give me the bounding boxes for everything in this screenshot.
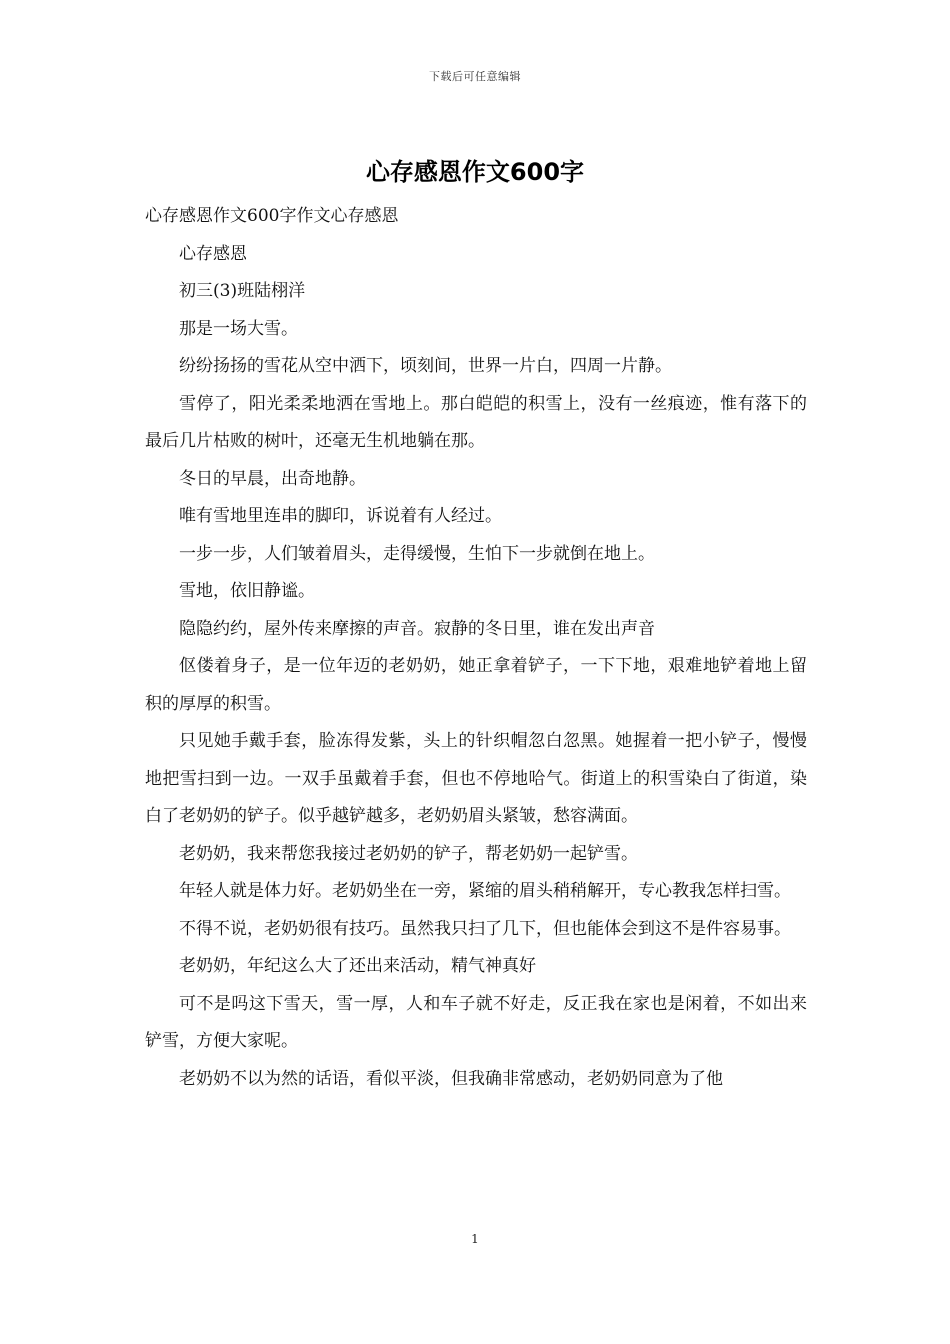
paragraph: 只见她手戴手套，脸冻得发紫，头上的针织帽忽白忽黑。她握着一把小铲子，慢慢地把雪扫到一边。一双手虽戴着手套，但也不停地哈气。街道上的积雪染白了街道，染白了老奶奶的铲子。似乎越铲越多，老奶奶眉头紧皱，愁容满面。 <box>145 731 807 826</box>
header-note: 下载后可任意编辑 <box>429 70 521 83</box>
paragraph: 伛偻着身子，是一位年迈的老奶奶，她正拿着铲子，一下下地，艰难地铲着地上留积的厚厚的积雪。 <box>145 656 807 714</box>
paragraph: 雪停了，阳光柔柔地洒在雪地上。那白皑皑的积雪上，没有一丝痕迹，惟有落下的最后几片枯败的树叶，还毫无生机地躺在那。 <box>145 393 807 451</box>
paragraph: 那是一场大雪。 <box>179 318 298 339</box>
document-title: 心存感恩作文600字 <box>365 158 585 186</box>
paragraph: 雪地，依旧静谧。 <box>179 581 315 601</box>
paragraph: 唯有雪地里连串的脚印，诉说着有人经过。 <box>179 506 502 526</box>
paragraph: 心存感恩 <box>179 243 247 264</box>
paragraph: 老奶奶，年纪这么大了还出来活动，精气神真好 <box>179 956 536 976</box>
paragraph: 年轻人就是体力好。老奶奶坐在一旁，紧缩的眉头稍稍解开，专心教我怎样扫雪。 <box>179 881 791 901</box>
paragraph: 老奶奶，我来帮您我接过老奶奶的铲子，帮老奶奶一起铲雪。 <box>179 843 638 864</box>
paragraph: 一步一步，人们皱着眉头，走得缓慢，生怕下一步就倒在地上。 <box>179 543 655 564</box>
paragraph: 冬日的早晨，出奇地静。 <box>179 468 366 489</box>
document-body <box>145 198 807 1098</box>
paragraph: 老奶奶不以为然的话语，看似平淡，但我确非常感动，老奶奶同意为了他 <box>179 1068 723 1089</box>
subtitle-line: 心存感恩作文600字作文心存感恩 <box>145 206 399 226</box>
paragraph: 初三(3)班陆栩洋 <box>179 281 306 301</box>
paragraph: 隐隐约约，屋外传来摩擦的声音。寂静的冬日里，谁在发出声音 <box>179 618 655 639</box>
paragraph: 不得不说，老奶奶很有技巧。虽然我只扫了几下，但也能体会到这不是件容易事。 <box>179 918 791 939</box>
page-number: 1 <box>471 1232 479 1246</box>
paragraph: 纷纷扬扬的雪花从空中洒下，顷刻间，世界一片白，四周一片静。 <box>179 356 672 376</box>
paragraph: 可不是吗这下雪天，雪一厚，人和车子就不好走，反正我在家也是闲着，不如出来铲雪，方便大家呢。 <box>145 993 807 1051</box>
